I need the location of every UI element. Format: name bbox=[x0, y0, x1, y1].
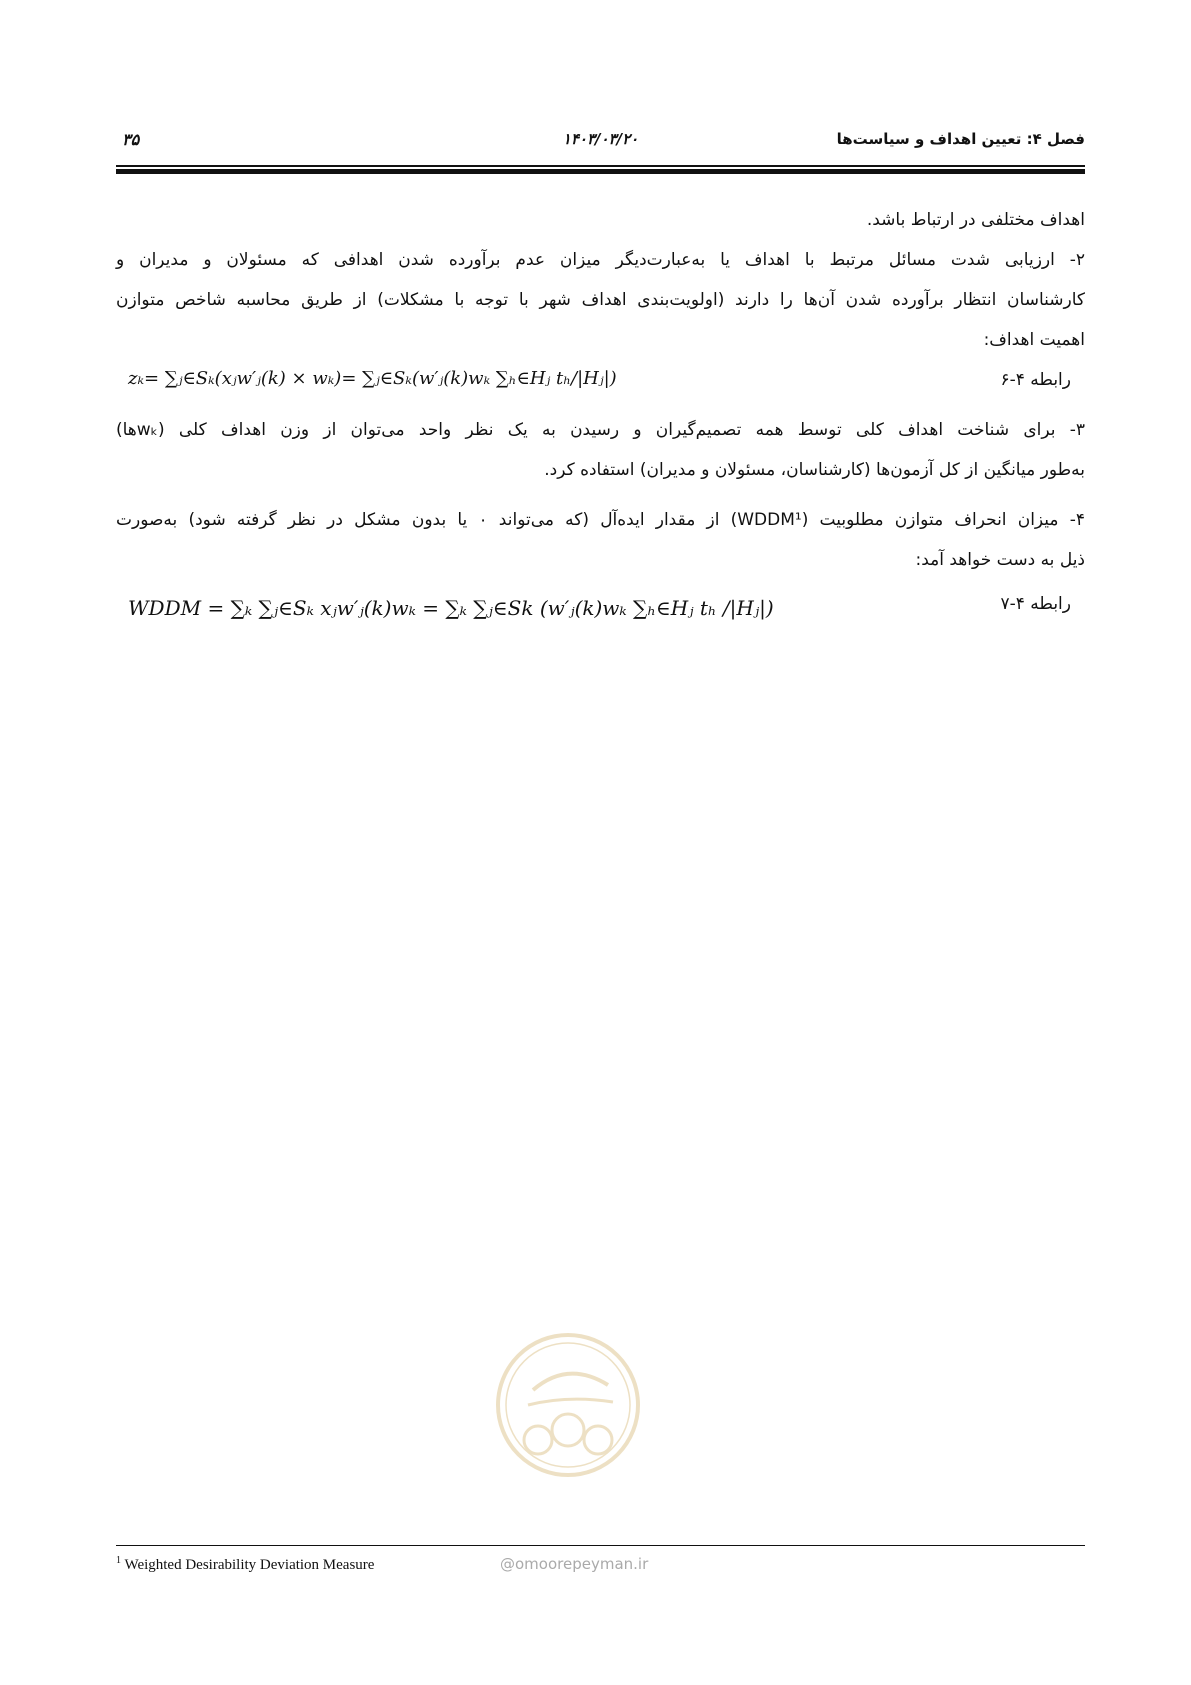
paragraph-4 bbox=[116, 500, 1085, 580]
paragraph-3 bbox=[116, 410, 1085, 490]
text-line: ۳- برای شناخت اهداف کلی توسط همه تصمیم‌گیران و رسیدن به یک نظر واحد می‌توان از وزن اهداف کلی (wₖها) bbox=[116, 420, 1085, 440]
paragraph-1 bbox=[116, 200, 1085, 240]
paragraph-2 bbox=[116, 240, 1085, 360]
text-line: کارشناسان انتظار برآورده شدن آن‌ها را دارند (اولویت‌بندی اهداف شهر با توجه با مشکلات) از طریق محاسبه شاخص متوازن bbox=[116, 290, 1085, 310]
text-line: اهمیت اهداف: bbox=[983, 330, 1085, 350]
equation-4-7 bbox=[116, 586, 1085, 626]
equation-label: رابطه ۴-۷ bbox=[1000, 594, 1071, 614]
equation-formula: WDDM = ∑ₖ ∑ⱼ∈Sₖ xⱼw′ⱼ(k)wₖ = ∑ₖ ∑ⱼ∈Sk (w′ⱼ(k)wₖ ∑ₕ∈Hⱼ tₕ /|Hⱼ|) bbox=[128, 596, 774, 620]
text-line: ۴- میزان انحراف متوازن مطلوبیت (WDDM¹) از مقدار ایده‌آل (که می‌تواند ۰ یا بدون مشکل در نظر گرفته شود) به‌صورت bbox=[116, 510, 1086, 530]
footnote-rule bbox=[116, 1545, 1085, 1546]
text-line: به‌طور میانگین از کل آزمون‌ها (کارشناسان، مسئولان و مدیران) استفاده کرد. bbox=[544, 460, 1085, 480]
text-line: ۲- ارزیابی شدت مسائل مرتبط با اهداف یا به‌عبارت‌دیگر میزان عدم برآورده شدن اهدافی که مسئولان و مدیران و bbox=[116, 250, 1085, 270]
footnote bbox=[116, 1555, 374, 1574]
equation-formula: zₖ= ∑ⱼ∈Sₖ(xⱼw′ⱼ(k) × wₖ)= ∑ⱼ∈Sₖ(w′ⱼ(k)wₖ ∑ₕ∈Hⱼ tₕ/|Hⱼ|) bbox=[128, 368, 617, 389]
watermark-site: @omoorepeyman.ir bbox=[500, 1555, 649, 1573]
header-date: ۱۴۰۳/۰۳/۲۰ bbox=[562, 130, 639, 148]
chapter-title: فصل ۴: تعیین اهداف و سیاست‌ها bbox=[836, 130, 1085, 148]
text-line: ذیل به دست خواهد آمد: bbox=[915, 550, 1085, 570]
equation-label: رابطه ۴-۶ bbox=[1000, 370, 1071, 390]
header-rule-thick bbox=[116, 169, 1085, 174]
footnote-text: Weighted Desirability Deviation Measure bbox=[124, 1557, 375, 1573]
equation-4-6 bbox=[116, 362, 1085, 402]
page-number: ۳۵ bbox=[122, 130, 140, 149]
footnote-mark: 1 bbox=[116, 1555, 121, 1566]
header-rule-thin bbox=[116, 165, 1085, 167]
text-line: اهداف مختلفی در ارتباط باشد. bbox=[866, 210, 1085, 230]
running-header bbox=[116, 130, 1085, 154]
watermark-logo bbox=[493, 1330, 643, 1480]
